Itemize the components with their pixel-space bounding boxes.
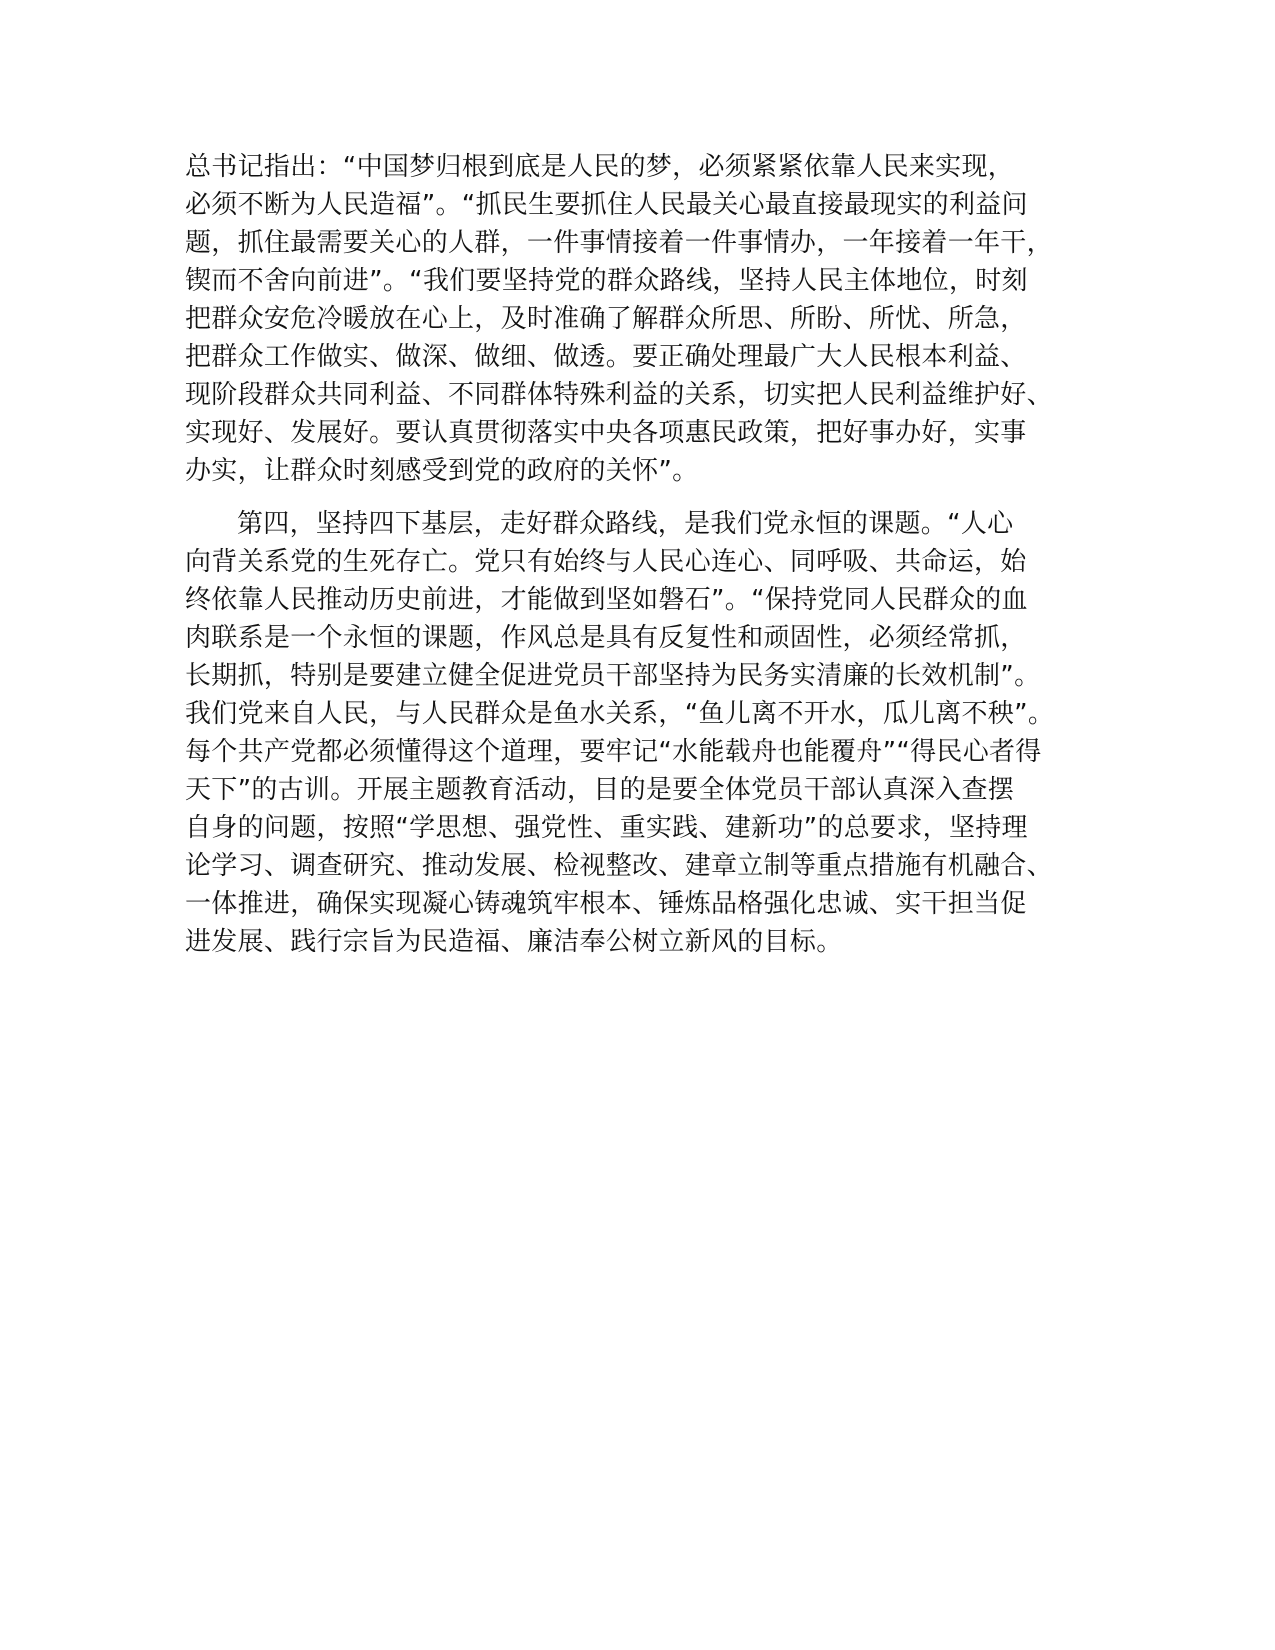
paragraph-line: 把群众工作做实、做深、做细、做透。要正确处理最广大人民根本利益、 xyxy=(185,342,1027,372)
paragraph-line: 办实，让群众时刻感受到党的政府的关怀”。 xyxy=(185,456,699,486)
paragraph-line: 天下”的古训。开展主题教育活动，目的是要全体党员干部认真深入查摆 xyxy=(185,775,1015,805)
paragraph-line: 终依靠人民推动历史前进，才能做到坚如磐石”。“保持党同人民群众的血 xyxy=(185,585,1028,615)
paragraph-line: 向背关系党的生死存亡。党只有始终与人民心连心、同呼吸、共命运，始 xyxy=(185,547,1027,577)
paragraph-line: 第四，坚持四下基层，走好群众路线，是我们党永恒的课题。“人心 xyxy=(237,509,1014,539)
paragraph-line: 长期抓，特别是要建立健全促进党员干部坚持为民务实清廉的长效机制”。 xyxy=(185,661,1041,691)
paragraph-2 xyxy=(185,505,1105,961)
paragraph-line: 进发展、践行宗旨为民造福、廉洁奉公树立新风的目标。 xyxy=(185,927,843,957)
paragraph-line: 每个共产党都必须懂得这个道理，要牢记“水能载舟也能覆舟”“得民心者得 xyxy=(185,737,1042,767)
paragraph-line: 题，抓住最需要关心的人群，一件事情接着一件事情办，一年接着一年干， xyxy=(185,228,1053,258)
paragraph-line: 我们党来自人民，与人民群众是鱼水关系，“鱼儿离不开水，瓜儿离不秧”。 xyxy=(185,699,1055,729)
paragraph-line: 把群众安危冷暖放在心上，及时准确了解群众所思、所盼、所忧、所急， xyxy=(185,304,1027,334)
paragraph-1 xyxy=(185,148,1105,490)
paragraph-line: 实现好、发展好。要认真贯彻落实中央各项惠民政策，把好事办好，实事 xyxy=(185,418,1027,448)
paragraph-line: 论学习、调查研究、推动发展、检视整改、建章立制等重点措施有机融合、 xyxy=(185,851,1053,881)
paragraph-line: 锲而不舍向前进”。“我们要坚持党的群众路线，坚持人民主体地位，时刻 xyxy=(185,266,1028,296)
paragraph-line: 肉联系是一个永恒的课题，作风总是具有反复性和顽固性，必须经常抓， xyxy=(185,623,1027,653)
paragraph-line: 必须不断为人民造福”。“抓民生要抓住人民最关心最直接最现实的利益问 xyxy=(185,190,1028,220)
paragraph-spacer xyxy=(185,490,1105,505)
paragraph-line: 现阶段群众共同利益、不同群体特殊利益的关系，切实把人民利益维护好、 xyxy=(185,380,1053,410)
paragraph-line: 自身的问题，按照“学思想、强党性、重实践、建新功”的总要求，坚持理 xyxy=(185,813,1028,843)
paragraph-line: 一体推进，确保实现凝心铸魂筑牢根本、锤炼品格强化忠诚、实干担当促 xyxy=(185,889,1027,919)
paragraph-line: 总书记指出：“中国梦归根到底是人民的梦，必须紧紧依靠人民来实现， xyxy=(185,152,1015,182)
document-body xyxy=(185,148,1105,961)
